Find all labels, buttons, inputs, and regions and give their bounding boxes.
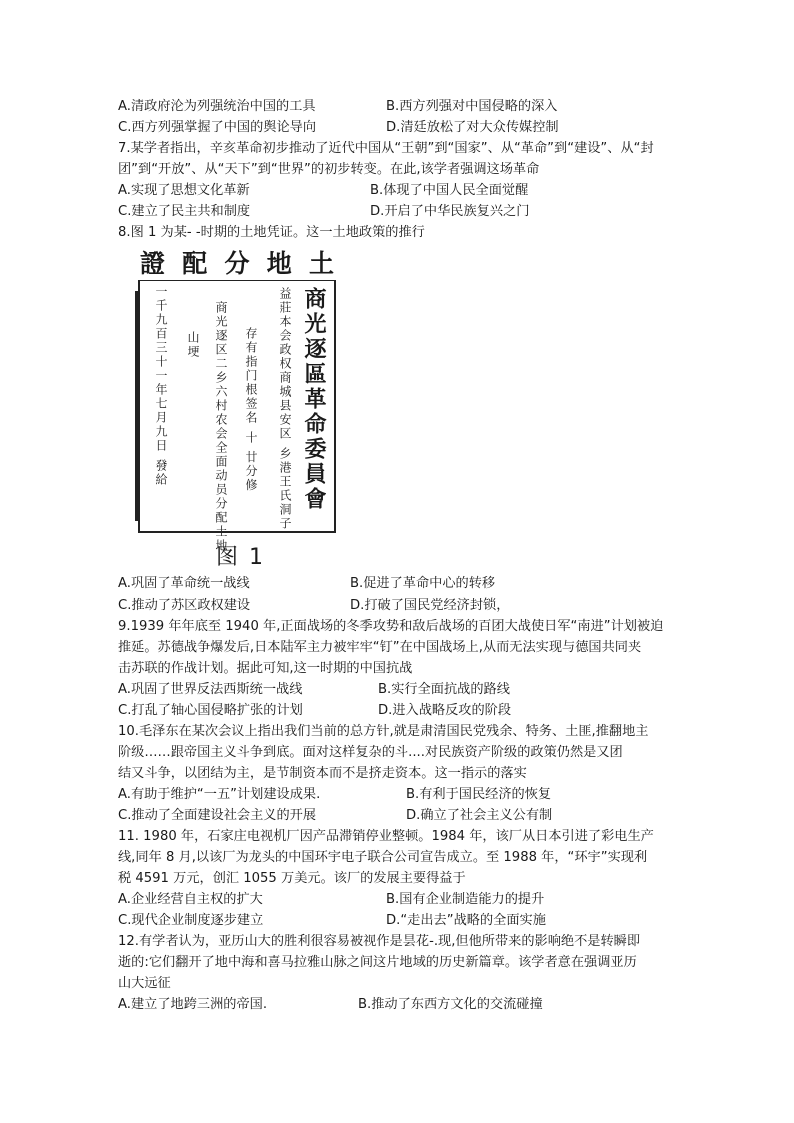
q11-option-b[interactable]: B.国有企业制造能力的提升 — [386, 892, 545, 907]
q6-option-b[interactable]: B.西方列强对中国侵略的深入 — [386, 99, 558, 114]
certificate-title — [140, 249, 334, 278]
q6-option-a[interactable]: A.清政府沦为列强统治中国的工具 — [118, 99, 316, 114]
certificate-title-char: 配 — [182, 249, 208, 278]
q12-stem-line-2: 逝的:它们翻开了地中海和喜马拉雅山脉之间这片地域的历史新篇章。该学者意在强调亚历 — [118, 955, 637, 970]
q7-stem-line-1: 7.某学者指出，辛亥革命初步推动了近代中国从“王朝”到“国家”、从“革命”到“建设”、从“封 — [118, 141, 654, 156]
q10-stem-line-3: 结又斗争，以团结为主，是节制资本而不是挤走资本。这一指示的落实 — [118, 766, 527, 781]
certificate-title-char: 土 — [308, 249, 334, 278]
q11-option-d[interactable]: D.“走出去”战略的全面实施 — [386, 913, 546, 928]
certificate-handwriting-col-2: 益莊本会政权商城县安区 乡港王氏洞子 — [278, 287, 292, 531]
certificate-title-char: 分 — [224, 249, 250, 278]
q12-option-b[interactable]: B.推动了东西方文化的交流碰撞 — [358, 997, 543, 1012]
certificate-issuer: 商光逐區革命委員會 — [301, 287, 327, 512]
q9-stem-line-1: 9.1939 年年底至 1940 年,正面战场的冬季攻势和敌后战场的百团大战使日军“南进”计划被迫 — [118, 619, 664, 634]
certificate-date-col: 一千九百三十一年七月九日 發給 — [154, 285, 168, 487]
q11-stem-line-3: 税 4591 万元，创汇 1055 万美元。该厂的发展主要得益于 — [118, 871, 466, 886]
q9-option-a[interactable]: A.巩固了世界反法西斯统一战线 — [118, 682, 303, 697]
q10-option-c[interactable]: C.推动了全面建设社会主义的开展 — [118, 808, 317, 823]
q12-option-a[interactable]: A.建立了地跨三洲的帝国. — [118, 997, 268, 1012]
q10-stem-line-2: 阶级……跟帝国主义斗争到底。面对这样复杂的斗....对民族资产阶级的政策仍然是又团 — [118, 745, 623, 760]
q12-stem-line-3: 山大远征 — [118, 976, 171, 991]
q12-stem-line-1: 12.有学者认为，亚历山大的胜利很容易被视作是昙花-.现,但他所带来的影响绝不是转瞬即 — [118, 934, 641, 949]
q8-option-c[interactable]: C.推动了苏区政权建设 — [118, 598, 251, 613]
q7-option-b[interactable]: B.体现了中国人民全面觉醒 — [370, 183, 529, 198]
q6-option-c[interactable]: C.西方列强掌握了中国的舆论导向 — [118, 120, 317, 135]
q8-stem: 8.图 1 为某- -时期的土地凭证。这一土地政策的推行 — [118, 225, 425, 240]
q10-stem-line-1: 10.毛泽东在某次会议上指出我们当前的总方针,就是肃清国民党残余、特务、土匪,推翻地主 — [118, 724, 649, 739]
q9-option-d[interactable]: D.进入战略反攻的阶段 — [378, 703, 512, 718]
q7-option-d[interactable]: D.开启了中华民族复兴之门 — [370, 204, 530, 219]
q10-option-b[interactable]: B.有利于国民经济的恢复 — [406, 787, 552, 802]
q8-option-d[interactable]: D.打破了国民党经济封锁， — [350, 598, 510, 613]
q9-stem-line-2: 推延。苏德战争爆发后,日本陆军主力被牢牢“钉”在中国战场上,从而无法实现与德国共同夹 — [118, 640, 642, 655]
q8-option-a[interactable]: A.巩固了革命统一战线 — [118, 576, 250, 591]
q6-option-d[interactable]: D.清廷放松了对大众传媒控制 — [386, 120, 559, 135]
q9-stem-line-3: 击苏联的作战计划。据此可知,这一时期的中国抗战 — [118, 661, 413, 676]
certificate-border — [138, 280, 336, 553]
certificate-handwriting-col-5: 山埂 — [186, 331, 200, 359]
q11-stem-line-1: 11. 1980 年，石家庄电视机厂因产品滞销停业整顿。1984 年，该厂从日本引进了彩电生产 — [118, 829, 654, 844]
q7-option-c[interactable]: C.建立了民主共和制度 — [118, 204, 251, 219]
q11-stem-line-2: 线,同年 8 月,以该厂为龙头的中国环宇电子联合公司宣告成立。至 1988 年，“环宇”实现利 — [118, 850, 648, 865]
q7-option-a[interactable]: A.实现了思想文化革新 — [118, 183, 250, 198]
q11-option-a[interactable]: A.企业经营自主权的扩大 — [118, 892, 263, 907]
q10-option-d[interactable]: D.确立了社会主义公有制 — [406, 808, 553, 823]
q7-stem-line-2: 团”到“开放”、从“天下”到“世界”的初步转变。在此,该学者强调这场革命 — [118, 162, 540, 177]
q9-option-b[interactable]: B.实行全面抗战的路线 — [378, 682, 510, 697]
q9-option-c[interactable]: C.打乱了轴心国侵略扩张的计划 — [118, 703, 303, 718]
certificate-title-char: 地 — [266, 249, 292, 278]
land-certificate-figure — [138, 249, 336, 553]
certificate-handwriting-col-4: 商光逐区二乡六村农会全面动员分配土地 — [214, 301, 228, 553]
q8-option-b[interactable]: B.促进了革命中心的转移 — [350, 576, 496, 591]
certificate-handwriting-col-3: 存有指门根签名 十 廿分修 — [244, 327, 258, 493]
certificate-title-char: 證 — [140, 249, 166, 278]
q11-option-c[interactable]: C.现代企业制度逐步建立 — [118, 913, 264, 928]
figure-caption: 图 1 — [216, 545, 265, 570]
q10-option-a[interactable]: A.有助于维护“一五”计划建设成果. — [118, 787, 321, 802]
